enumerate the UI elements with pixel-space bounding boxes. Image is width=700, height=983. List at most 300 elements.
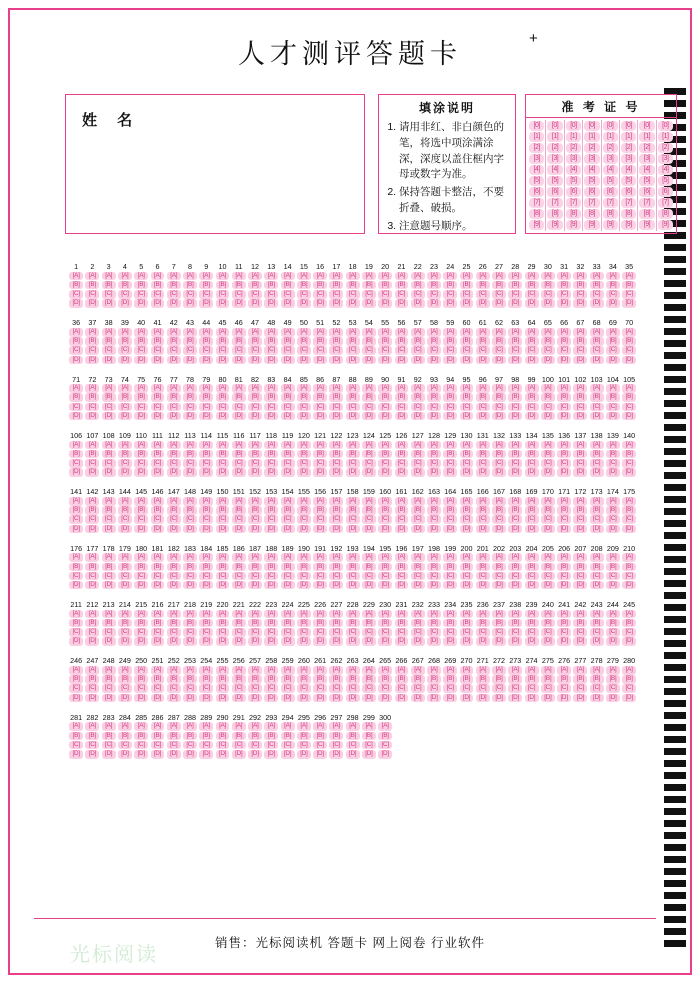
answer-bubble[interactable]: [A]	[443, 328, 457, 337]
question-cell[interactable]	[84, 487, 100, 533]
answer-bubble[interactable]: [A]	[590, 666, 604, 675]
answer-bubble[interactable]: [A]	[346, 384, 360, 393]
answer-bubble[interactable]: [C]	[443, 572, 457, 581]
question-cell[interactable]	[393, 375, 409, 421]
answer-bubble[interactable]: [A]	[606, 384, 620, 393]
answer-bubble[interactable]: [A]	[69, 272, 83, 281]
answer-bubble[interactable]: [C]	[313, 572, 327, 581]
answer-bubble[interactable]: [D]	[232, 356, 246, 365]
question-cell[interactable]	[475, 318, 491, 364]
answer-bubble[interactable]: [A]	[264, 497, 278, 506]
answer-bubble[interactable]: [B]	[69, 281, 83, 290]
answer-bubble[interactable]: [A]	[329, 441, 343, 450]
answer-bubble[interactable]: [C]	[264, 741, 278, 750]
answer-bubble[interactable]: [B]	[427, 675, 441, 684]
answer-bubble[interactable]: [B]	[118, 393, 132, 402]
answer-bubble[interactable]: [C]	[264, 515, 278, 524]
answer-bubble[interactable]: [A]	[427, 497, 441, 506]
answer-bubble[interactable]: [C]	[281, 741, 295, 750]
question-cell[interactable]	[198, 656, 214, 702]
answer-bubble[interactable]: [A]	[134, 441, 148, 450]
answer-bubble[interactable]: [B]	[102, 281, 116, 290]
question-cell[interactable]	[214, 375, 230, 421]
answer-bubble[interactable]: [A]	[573, 384, 587, 393]
answer-bubble[interactable]: [C]	[606, 346, 620, 355]
answer-bubble[interactable]: [C]	[118, 515, 132, 524]
answer-bubble[interactable]: [C]	[622, 684, 636, 693]
answer-bubble[interactable]: [C]	[378, 628, 392, 637]
answer-bubble[interactable]: [C]	[167, 741, 181, 750]
question-cell[interactable]	[426, 375, 442, 421]
answer-bubble[interactable]: [B]	[69, 732, 83, 741]
answer-bubble[interactable]: [D]	[297, 412, 311, 421]
answer-bubble[interactable]: [A]	[411, 553, 425, 562]
answer-bubble[interactable]: [C]	[541, 290, 555, 299]
answer-bubble[interactable]: [A]	[395, 441, 409, 450]
answer-bubble[interactable]: [A]	[232, 553, 246, 562]
answer-bubble[interactable]: [D]	[606, 468, 620, 477]
answer-bubble[interactable]: [A]	[167, 666, 181, 675]
answer-bubble[interactable]: [A]	[167, 384, 181, 393]
answer-bubble[interactable]: [B]	[297, 732, 311, 741]
question-cell[interactable]	[247, 431, 263, 477]
answer-bubble[interactable]: [B]	[557, 337, 571, 346]
question-cell[interactable]	[426, 544, 442, 590]
answer-bubble[interactable]: [B]	[232, 675, 246, 684]
answer-bubble[interactable]: [C]	[346, 459, 360, 468]
question-cell[interactable]	[540, 600, 556, 646]
answer-bubble[interactable]: [D]	[216, 412, 230, 421]
answer-bubble[interactable]: [B]	[460, 281, 474, 290]
answer-bubble[interactable]: [C]	[167, 628, 181, 637]
question-cell[interactable]	[328, 318, 344, 364]
answer-bubble[interactable]: [A]	[508, 497, 522, 506]
answer-bubble[interactable]: [D]	[378, 581, 392, 590]
question-cell[interactable]	[345, 375, 361, 421]
answer-bubble[interactable]: [C]	[329, 741, 343, 750]
answer-bubble[interactable]: [D]	[216, 299, 230, 308]
answer-bubble[interactable]: [B]	[151, 619, 165, 628]
answer-bubble[interactable]: [D]	[85, 468, 99, 477]
question-cell[interactable]	[589, 431, 605, 477]
answer-bubble[interactable]: [A]	[362, 553, 376, 562]
question-cell[interactable]	[263, 375, 279, 421]
answer-bubble[interactable]: [C]	[476, 515, 490, 524]
answer-bubble[interactable]: [A]	[248, 328, 262, 337]
answer-bubble[interactable]: [D]	[151, 637, 165, 646]
answer-bubble[interactable]: [D]	[167, 525, 181, 534]
answer-bubble[interactable]: [A]	[264, 553, 278, 562]
question-cell[interactable]	[507, 262, 523, 308]
answer-bubble[interactable]: [C]	[69, 403, 83, 412]
answer-bubble[interactable]: [C]	[541, 628, 555, 637]
answer-bubble[interactable]: [D]	[395, 637, 409, 646]
answer-bubble[interactable]: [B]	[508, 506, 522, 515]
answer-bubble[interactable]: [C]	[118, 403, 132, 412]
question-cell[interactable]	[133, 262, 149, 308]
answer-bubble[interactable]: [D]	[102, 468, 116, 477]
answer-bubble[interactable]: [B]	[134, 450, 148, 459]
answer-bubble[interactable]: [D]	[411, 694, 425, 703]
answer-bubble[interactable]: [A]	[199, 666, 213, 675]
answer-bubble[interactable]: [C]	[622, 290, 636, 299]
question-cell[interactable]	[117, 318, 133, 364]
answer-bubble[interactable]: [D]	[329, 581, 343, 590]
answer-bubble[interactable]: [C]	[216, 572, 230, 581]
answer-bubble[interactable]: [C]	[69, 346, 83, 355]
question-cell[interactable]	[426, 431, 442, 477]
answer-bubble[interactable]: [C]	[606, 403, 620, 412]
answer-bubble[interactable]: [B]	[199, 563, 213, 572]
answer-bubble[interactable]: [C]	[248, 684, 262, 693]
admission-bubble[interactable]: [2]	[639, 143, 654, 153]
answer-bubble[interactable]: [D]	[378, 299, 392, 308]
answer-bubble[interactable]: [C]	[346, 741, 360, 750]
answer-bubble[interactable]: [B]	[443, 281, 457, 290]
answer-bubble[interactable]: [A]	[69, 722, 83, 731]
answer-bubble[interactable]: [A]	[606, 553, 620, 562]
admission-bubble[interactable]: [5]	[566, 176, 581, 186]
question-cell[interactable]	[198, 318, 214, 364]
question-cell[interactable]	[556, 318, 572, 364]
question-cell[interactable]	[572, 656, 588, 702]
answer-bubble[interactable]: [B]	[427, 393, 441, 402]
answer-bubble[interactable]: [D]	[329, 468, 343, 477]
answer-bubble[interactable]: [A]	[313, 441, 327, 450]
answer-bubble[interactable]: [A]	[508, 553, 522, 562]
answer-bubble[interactable]: [C]	[297, 515, 311, 524]
question-cell[interactable]	[247, 544, 263, 590]
answer-bubble[interactable]: [C]	[508, 515, 522, 524]
answer-bubble[interactable]: [B]	[281, 619, 295, 628]
answer-bubble[interactable]: [A]	[525, 272, 539, 281]
answer-bubble[interactable]: [D]	[313, 750, 327, 759]
answer-bubble[interactable]: [C]	[69, 684, 83, 693]
answer-bubble[interactable]: [A]	[313, 722, 327, 731]
question-cell[interactable]	[263, 318, 279, 364]
answer-bubble[interactable]: [D]	[541, 356, 555, 365]
question-cell[interactable]	[345, 656, 361, 702]
question-cell[interactable]	[117, 262, 133, 308]
answer-bubble[interactable]: [B]	[508, 619, 522, 628]
question-cell[interactable]	[523, 375, 539, 421]
answer-bubble[interactable]: [C]	[460, 346, 474, 355]
answer-bubble[interactable]: [A]	[557, 328, 571, 337]
answer-bubble[interactable]: [C]	[264, 684, 278, 693]
answer-bubble[interactable]: [D]	[232, 694, 246, 703]
answer-bubble[interactable]: [C]	[297, 403, 311, 412]
question-cell[interactable]	[556, 656, 572, 702]
answer-bubble[interactable]: [C]	[460, 515, 474, 524]
answer-bubble[interactable]: [D]	[167, 356, 181, 365]
answer-bubble[interactable]: [B]	[346, 450, 360, 459]
answer-bubble[interactable]: [B]	[264, 675, 278, 684]
answer-bubble[interactable]: [C]	[167, 515, 181, 524]
answer-bubble[interactable]: [B]	[525, 393, 539, 402]
answer-bubble[interactable]: [A]	[492, 666, 506, 675]
question-cell[interactable]	[133, 318, 149, 364]
answer-bubble[interactable]: [A]	[297, 328, 311, 337]
answer-bubble[interactable]: [B]	[525, 506, 539, 515]
answer-bubble[interactable]: [D]	[216, 694, 230, 703]
answer-bubble[interactable]: [D]	[102, 412, 116, 421]
question-cell[interactable]	[345, 262, 361, 308]
question-cell[interactable]	[410, 262, 426, 308]
answer-bubble[interactable]: [B]	[134, 337, 148, 346]
answer-bubble[interactable]: [B]	[232, 732, 246, 741]
answer-bubble[interactable]: [B]	[378, 450, 392, 459]
question-cell[interactable]	[328, 262, 344, 308]
answer-bubble[interactable]: [B]	[606, 393, 620, 402]
answer-bubble[interactable]: [A]	[313, 666, 327, 675]
answer-bubble[interactable]: [D]	[232, 412, 246, 421]
answer-bubble[interactable]: [A]	[85, 272, 99, 281]
answer-bubble[interactable]: [C]	[606, 628, 620, 637]
answer-bubble[interactable]: [A]	[264, 441, 278, 450]
answer-bubble[interactable]: [C]	[102, 403, 116, 412]
answer-bubble[interactable]: [C]	[460, 684, 474, 693]
question-cell[interactable]	[572, 487, 588, 533]
question-cell[interactable]	[84, 318, 100, 364]
answer-bubble[interactable]: [B]	[541, 393, 555, 402]
answer-bubble[interactable]: [D]	[248, 581, 262, 590]
question-cell[interactable]	[491, 544, 507, 590]
answer-bubble[interactable]: [D]	[508, 694, 522, 703]
question-cell[interactable]	[605, 656, 621, 702]
answer-bubble[interactable]: [A]	[199, 384, 213, 393]
answer-bubble[interactable]: [A]	[264, 328, 278, 337]
answer-bubble[interactable]: [B]	[590, 450, 604, 459]
question-cell[interactable]	[393, 262, 409, 308]
answer-bubble[interactable]: [B]	[199, 619, 213, 628]
answer-bubble[interactable]: [D]	[427, 299, 441, 308]
answer-bubble[interactable]: [A]	[378, 328, 392, 337]
answer-bubble[interactable]: [A]	[102, 497, 116, 506]
answer-bubble[interactable]: [D]	[167, 581, 181, 590]
answer-bubble[interactable]: [B]	[232, 450, 246, 459]
answer-bubble[interactable]: [D]	[590, 694, 604, 703]
answer-bubble[interactable]: [D]	[395, 356, 409, 365]
admission-bubble[interactable]: [0]	[603, 121, 618, 131]
answer-bubble[interactable]: [C]	[102, 684, 116, 693]
answer-bubble[interactable]: [B]	[427, 506, 441, 515]
answer-bubble[interactable]: [C]	[199, 459, 213, 468]
question-cell[interactable]	[426, 600, 442, 646]
answer-bubble[interactable]: [C]	[378, 572, 392, 581]
question-cell[interactable]	[507, 544, 523, 590]
admission-bubble[interactable]: [8]	[621, 209, 636, 219]
answer-bubble[interactable]: [C]	[151, 459, 165, 468]
answer-bubble[interactable]: [B]	[118, 337, 132, 346]
answer-bubble[interactable]: [B]	[492, 619, 506, 628]
answer-bubble[interactable]: [D]	[557, 694, 571, 703]
answer-bubble[interactable]: [A]	[329, 384, 343, 393]
answer-bubble[interactable]: [C]	[395, 459, 409, 468]
answer-bubble[interactable]: [A]	[297, 497, 311, 506]
answer-bubble[interactable]: [D]	[492, 468, 506, 477]
answer-bubble[interactable]: [C]	[183, 459, 197, 468]
answer-bubble[interactable]: [D]	[329, 356, 343, 365]
admission-bubble[interactable]: [5]	[529, 176, 544, 186]
answer-bubble[interactable]: [B]	[590, 281, 604, 290]
admission-bubble[interactable]: [6]	[603, 187, 618, 197]
answer-bubble[interactable]: [C]	[118, 684, 132, 693]
answer-bubble[interactable]: [D]	[557, 299, 571, 308]
answer-bubble[interactable]: [A]	[134, 666, 148, 675]
answer-bubble[interactable]: [C]	[622, 515, 636, 524]
answer-bubble[interactable]: [C]	[69, 741, 83, 750]
answer-bubble[interactable]: [A]	[622, 497, 636, 506]
answer-bubble[interactable]: [B]	[248, 675, 262, 684]
answer-bubble[interactable]: [A]	[199, 328, 213, 337]
question-cell[interactable]	[475, 375, 491, 421]
question-cell[interactable]	[101, 262, 117, 308]
answer-bubble[interactable]: [D]	[313, 468, 327, 477]
answer-bubble[interactable]: [B]	[167, 619, 181, 628]
answer-bubble[interactable]: [D]	[411, 356, 425, 365]
answer-bubble[interactable]: [C]	[167, 684, 181, 693]
answer-bubble[interactable]: [D]	[443, 581, 457, 590]
answer-bubble[interactable]: [C]	[590, 515, 604, 524]
answer-bubble[interactable]: [C]	[362, 346, 376, 355]
answer-bubble[interactable]: [D]	[492, 525, 506, 534]
answer-bubble[interactable]: [C]	[183, 403, 197, 412]
answer-bubble[interactable]: [C]	[590, 628, 604, 637]
answer-bubble[interactable]: [B]	[606, 675, 620, 684]
answer-bubble[interactable]: [A]	[590, 441, 604, 450]
answer-bubble[interactable]: [C]	[362, 459, 376, 468]
answer-bubble[interactable]: [A]	[427, 272, 441, 281]
answer-bubble[interactable]: [C]	[248, 290, 262, 299]
answer-bubble[interactable]: [A]	[460, 666, 474, 675]
answer-bubble[interactable]: [B]	[411, 506, 425, 515]
answer-bubble[interactable]: [C]	[492, 684, 506, 693]
answer-bubble[interactable]: [D]	[85, 694, 99, 703]
answer-bubble[interactable]: [B]	[85, 393, 99, 402]
question-cell[interactable]	[393, 318, 409, 364]
question-cell[interactable]	[68, 656, 84, 702]
answer-bubble[interactable]: [C]	[232, 403, 246, 412]
answer-bubble[interactable]: [C]	[378, 346, 392, 355]
admission-bubble[interactable]: [0]	[547, 121, 562, 131]
answer-bubble[interactable]: [A]	[313, 384, 327, 393]
admission-bubble[interactable]: [4]	[603, 165, 618, 175]
answer-bubble[interactable]: [B]	[476, 506, 490, 515]
answer-bubble[interactable]: [B]	[85, 337, 99, 346]
answer-bubble[interactable]: [C]	[508, 684, 522, 693]
answer-bubble[interactable]: [B]	[590, 337, 604, 346]
answer-bubble[interactable]: [B]	[346, 393, 360, 402]
answer-bubble[interactable]: [D]	[411, 525, 425, 534]
answer-bubble[interactable]: [C]	[541, 684, 555, 693]
answer-bubble[interactable]: [D]	[151, 525, 165, 534]
question-cell[interactable]	[345, 318, 361, 364]
answer-bubble[interactable]: [B]	[329, 281, 343, 290]
answer-bubble[interactable]: [C]	[525, 290, 539, 299]
answer-bubble[interactable]: [B]	[525, 281, 539, 290]
answer-bubble[interactable]: [A]	[362, 610, 376, 619]
answer-bubble[interactable]: [D]	[362, 468, 376, 477]
answer-bubble[interactable]: [B]	[606, 450, 620, 459]
answer-bubble[interactable]: [D]	[216, 637, 230, 646]
answer-bubble[interactable]: [C]	[476, 346, 490, 355]
answer-bubble[interactable]: [D]	[118, 694, 132, 703]
answer-bubble[interactable]: [A]	[557, 666, 571, 675]
answer-bubble[interactable]: [B]	[264, 450, 278, 459]
question-cell[interactable]	[231, 262, 247, 308]
question-cell[interactable]	[572, 318, 588, 364]
answer-bubble[interactable]: [A]	[362, 441, 376, 450]
answer-bubble[interactable]: [B]	[118, 619, 132, 628]
question-cell[interactable]	[556, 544, 572, 590]
answer-bubble[interactable]: [D]	[443, 468, 457, 477]
question-cell[interactable]	[361, 600, 377, 646]
answer-bubble[interactable]: [B]	[492, 393, 506, 402]
answer-bubble[interactable]: [B]	[232, 563, 246, 572]
question-cell[interactable]	[345, 431, 361, 477]
question-cell[interactable]	[491, 318, 507, 364]
answer-bubble[interactable]: [A]	[346, 553, 360, 562]
answer-bubble[interactable]: [D]	[199, 299, 213, 308]
answer-bubble[interactable]: [A]	[118, 553, 132, 562]
answer-bubble[interactable]: [A]	[281, 272, 295, 281]
answer-bubble[interactable]: [B]	[557, 281, 571, 290]
question-cell[interactable]	[198, 713, 214, 759]
answer-bubble[interactable]: [A]	[281, 610, 295, 619]
answer-bubble[interactable]: [C]	[232, 346, 246, 355]
answer-bubble[interactable]: [B]	[85, 675, 99, 684]
admission-column[interactable]	[583, 120, 601, 231]
answer-bubble[interactable]: [C]	[541, 459, 555, 468]
question-cell[interactable]	[572, 431, 588, 477]
answer-bubble[interactable]: [A]	[411, 384, 425, 393]
question-cell[interactable]	[296, 544, 312, 590]
answer-bubble[interactable]: [A]	[264, 610, 278, 619]
answer-bubble[interactable]: [D]	[395, 581, 409, 590]
answer-bubble[interactable]: [C]	[573, 403, 587, 412]
admission-bubble[interactable]: [2]	[584, 143, 599, 153]
question-cell[interactable]	[182, 431, 198, 477]
answer-bubble[interactable]: [D]	[85, 299, 99, 308]
answer-bubble[interactable]: [B]	[248, 563, 262, 572]
answer-bubble[interactable]: [C]	[557, 572, 571, 581]
question-cell[interactable]	[68, 375, 84, 421]
answer-bubble[interactable]: [D]	[248, 525, 262, 534]
question-cell[interactable]	[523, 600, 539, 646]
answer-bubble[interactable]: [A]	[134, 328, 148, 337]
answer-bubble[interactable]: [C]	[492, 346, 506, 355]
answer-bubble[interactable]: [B]	[573, 281, 587, 290]
question-cell[interactable]	[507, 487, 523, 533]
answer-bubble[interactable]: [B]	[476, 450, 490, 459]
answer-bubble[interactable]: [C]	[183, 572, 197, 581]
answer-bubble[interactable]: [A]	[232, 441, 246, 450]
answer-bubble[interactable]: [A]	[134, 610, 148, 619]
answer-bubble[interactable]: [B]	[85, 450, 99, 459]
question-cell[interactable]	[442, 656, 458, 702]
answer-bubble[interactable]: [A]	[134, 384, 148, 393]
question-cell[interactable]	[166, 318, 182, 364]
answer-bubble[interactable]: [A]	[606, 610, 620, 619]
answer-bubble[interactable]: [C]	[541, 572, 555, 581]
question-cell[interactable]	[312, 600, 328, 646]
answer-bubble[interactable]: [A]	[443, 441, 457, 450]
question-cell[interactable]	[491, 656, 507, 702]
answer-bubble[interactable]: [C]	[541, 346, 555, 355]
answer-bubble[interactable]: [B]	[395, 337, 409, 346]
answer-bubble[interactable]: [B]	[443, 506, 457, 515]
question-cell[interactable]	[361, 713, 377, 759]
